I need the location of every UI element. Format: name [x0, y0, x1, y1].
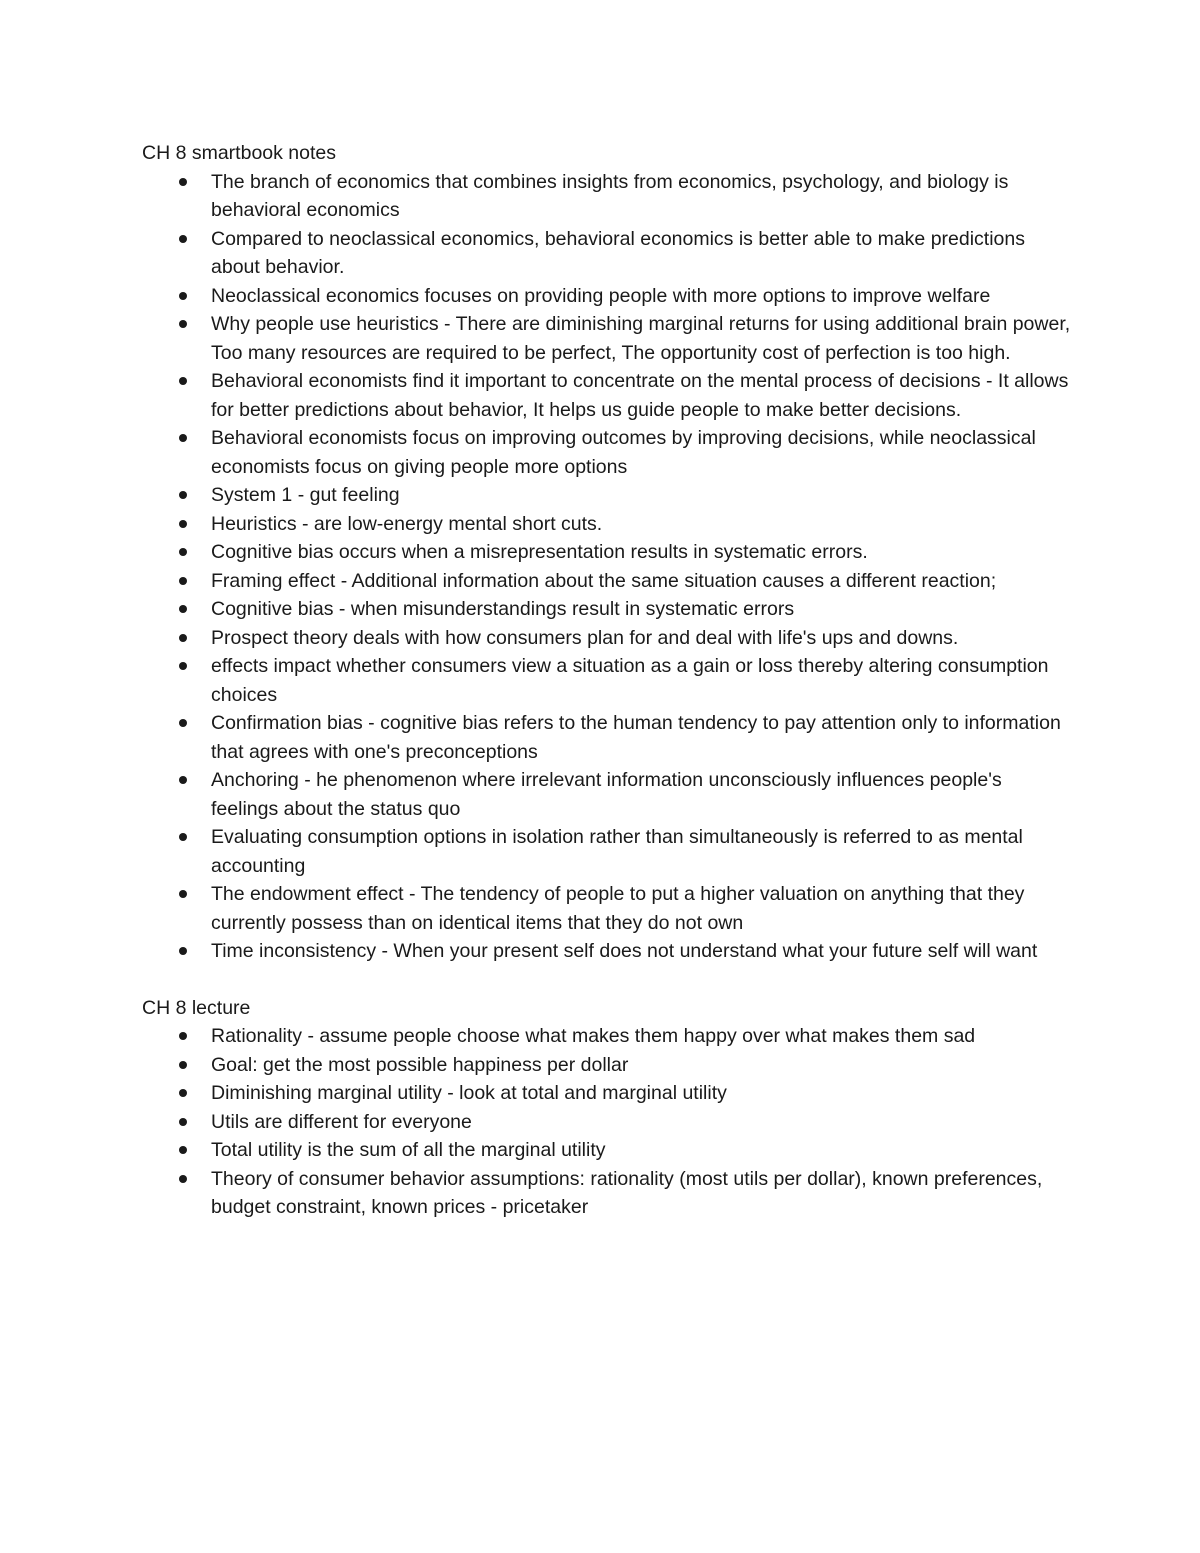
list-item-text: Cognitive bias occurs when a misrepresentation results in systematic errors.: [211, 541, 868, 563]
list-item-text: The branch of economics that combines insights from economics, psychology, and biology is behavioral economics: [211, 170, 1009, 221]
document-page: [142, 139, 1072, 1222]
bullet-icon: [179, 776, 187, 784]
list-item-text: System 1 - gut feeling: [211, 484, 400, 506]
list-item: [142, 310, 1072, 367]
list-item-text: Why people use heuristics - There are diminishing marginal returns for using additional brain power, Too many resources are required to be perfect, The opportunity cost of perfection is too high.: [211, 313, 1071, 364]
bullet-icon: [179, 1061, 187, 1069]
list-item-text: Framing effect - Additional information about the same situation causes a different reaction;: [211, 569, 997, 592]
list-item-text: Prospect theory deals with how consumers plan for and deal with life's ups and downs.: [211, 626, 959, 649]
list-item: [142, 1108, 1072, 1137]
list-item-text: Cognitive bias - when misunderstandings result in systematic errors: [211, 598, 795, 620]
list-item-text: Behavioral economists focus on improving outcomes by improving decisions, while neoclassical economists focus on giving people more options: [211, 427, 1036, 478]
bullet-icon: [179, 719, 187, 727]
section-title: CH 8 smartbook notes: [142, 142, 337, 164]
list-item-text: Compared to neoclassical economics, behavioral economics is better able to make predictions about behavior.: [211, 227, 1025, 278]
list-item: [142, 652, 1072, 709]
list-item: [142, 367, 1072, 424]
list-item: [142, 880, 1072, 937]
list-item-text: Utils are different for everyone: [211, 1110, 472, 1133]
bullet-icon: [179, 577, 187, 585]
bullet-icon: [179, 377, 187, 385]
list-item-text: Total utility is the sum of all the marginal utility: [211, 1139, 606, 1161]
bullet-icon: [179, 292, 187, 300]
list-item-text: Neoclassical economics focuses on providing people with more options to improve welfare: [211, 284, 991, 307]
list-item: [142, 510, 1072, 539]
bullet-icon: [179, 833, 187, 841]
bullet-icon: [179, 520, 187, 528]
bullet-icon: [179, 662, 187, 670]
list-item-text: Heuristics - are low-energy mental short cuts.: [211, 512, 603, 535]
bullet-icon: [179, 491, 187, 499]
list-item-text: Evaluating consumption options in isolation rather than simultaneously is referred to as mental accounting: [211, 826, 1023, 877]
bullet-icon: [179, 1089, 187, 1097]
list-item: [142, 1165, 1072, 1222]
list-item: [142, 624, 1072, 653]
list-item: [142, 168, 1072, 225]
list-item: [142, 282, 1072, 311]
bullet-icon: [179, 434, 187, 442]
bullet-icon: [179, 947, 187, 955]
bullet-icon: [179, 605, 187, 613]
bullet-icon: [179, 634, 187, 642]
list-item-text: The endowment effect - The tendency of people to put a higher valuation on anything that they currently possess than on identical items that they do not own: [211, 883, 1025, 934]
list-item-text: Confirmation bias - cognitive bias refers to the human tendency to pay attention only to information that agrees with one's preconceptions: [211, 712, 1061, 763]
bullet-icon: [179, 320, 187, 328]
notes-list: [142, 1022, 1072, 1222]
list-item: [142, 1136, 1072, 1165]
bullet-icon: [179, 1175, 187, 1183]
section-title: CH 8 lecture: [142, 996, 251, 1019]
list-item: [142, 937, 1072, 966]
bullet-icon: [179, 890, 187, 898]
list-item: [142, 1051, 1072, 1080]
list-item-text: Behavioral economists find it important to concentrate on the mental process of decisions - It allows for better predictions about behavior, It helps us guide people to make better decisions.: [211, 370, 1069, 421]
bullet-icon: [179, 1032, 187, 1040]
list-item: [142, 766, 1072, 823]
notes-list: [142, 168, 1072, 966]
list-item-text: Anchoring - he phenomenon where irrelevant information unconsciously influences people's feelings about the status quo: [211, 769, 1002, 820]
list-item: [142, 709, 1072, 766]
list-item: [142, 1079, 1072, 1108]
list-item: [142, 538, 1072, 567]
list-item: [142, 481, 1072, 510]
bullet-icon: [179, 235, 187, 243]
list-item: [142, 424, 1072, 481]
list-item-text: Diminishing marginal utility - look at total and marginal utility: [211, 1082, 727, 1104]
list-item: [142, 823, 1072, 880]
bullet-icon: [179, 1146, 187, 1154]
list-item: [142, 225, 1072, 282]
section-smartbook-notes: [142, 139, 1072, 966]
list-item-text: Rationality - assume people choose what makes them happy over what makes them sad: [211, 1025, 976, 1047]
list-item: [142, 567, 1072, 596]
list-item-text: Goal: get the most possible happiness per dollar: [211, 1053, 629, 1076]
list-item-text: effects impact whether consumers view a situation as a gain or loss thereby altering consumption choices: [211, 655, 1049, 706]
list-item: [142, 595, 1072, 624]
list-item: [142, 1022, 1072, 1051]
list-item-text: Time inconsistency - When your present self does not understand what your future self will want: [211, 940, 1038, 962]
bullet-icon: [179, 1118, 187, 1126]
bullet-icon: [179, 178, 187, 186]
list-item-text: Theory of consumer behavior assumptions: rationality (most utils per dollar), known preferences, budget constraint, known prices - pricetaker: [211, 1167, 1043, 1218]
section-lecture: [142, 994, 1072, 1222]
bullet-icon: [179, 548, 187, 556]
